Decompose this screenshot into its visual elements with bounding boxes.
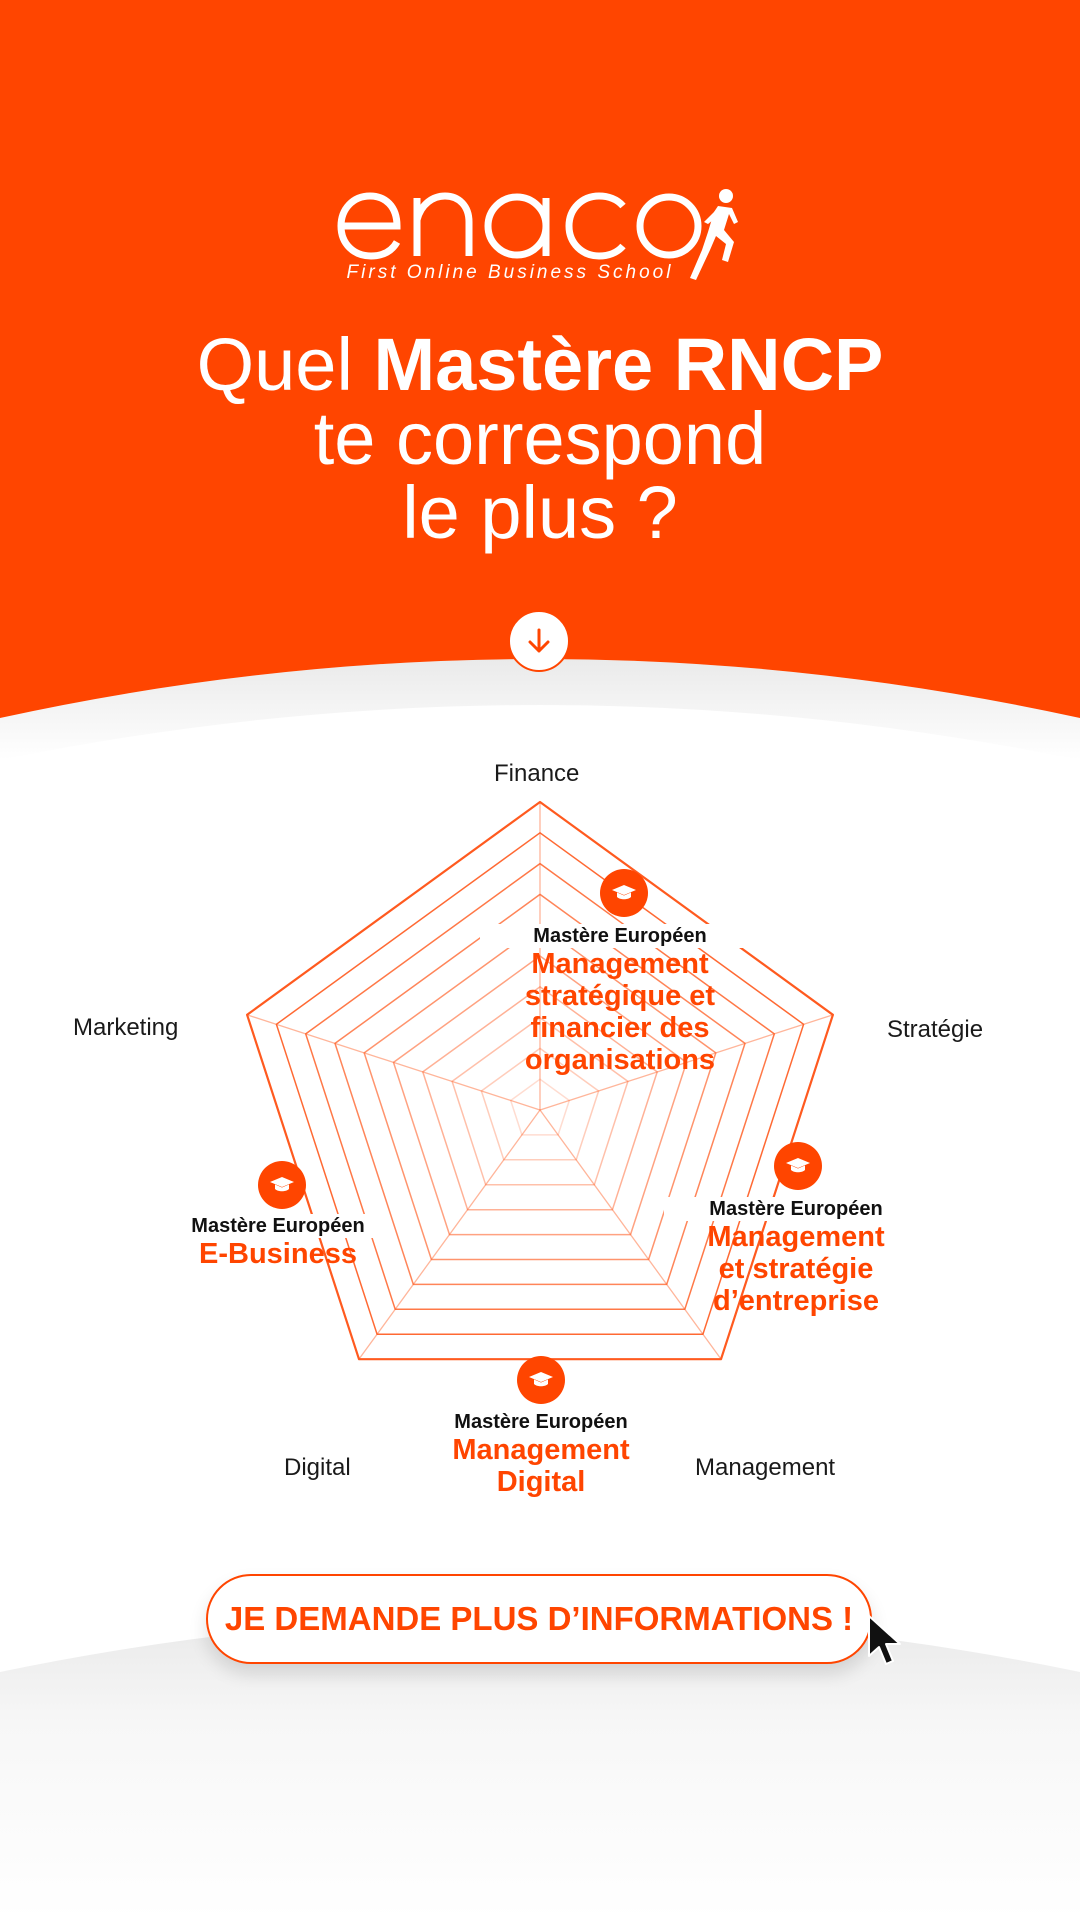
headline-line2: te correspond	[313, 397, 767, 480]
graduation-cap-icon	[517, 1356, 565, 1404]
headline-line1-bold: Mastère RNCP	[373, 323, 884, 406]
program-title-line: financier des	[530, 1012, 710, 1044]
program-title-line: organisations	[524, 1044, 716, 1076]
mouse-pointer-icon	[866, 1614, 906, 1670]
graduation-cap-icon	[258, 1161, 306, 1209]
headline-line1-light: Quel	[196, 323, 374, 406]
program-kicker: Mastère Européen	[480, 924, 760, 948]
program-title-line: E-Business	[199, 1238, 357, 1270]
program-management-strategique-financier[interactable]	[480, 924, 760, 1076]
axis-label-strategie: Stratégie	[887, 1016, 984, 1043]
program-kicker: Mastère Européen	[664, 1197, 928, 1221]
request-info-button[interactable]: JE DEMANDE PLUS D’INFORMATIONS !	[206, 1574, 872, 1664]
axis-label-finance: Finance	[494, 760, 580, 787]
headline-line3: le plus ?	[402, 471, 678, 554]
graduation-cap-icon	[600, 869, 648, 917]
program-title-line: Digital	[496, 1466, 586, 1498]
program-title-line: Management	[707, 1221, 885, 1253]
axis-label-marketing: Marketing	[73, 1014, 179, 1041]
program-title-line: Management	[531, 948, 709, 980]
graduation-cap-icon	[774, 1142, 822, 1190]
axis-label-management: Management	[695, 1454, 836, 1481]
axis-label-digital: Digital	[284, 1454, 351, 1481]
program-title-line: stratégique et	[524, 980, 716, 1012]
program-title-line: d’entreprise	[713, 1285, 879, 1317]
program-title-line: Management	[452, 1434, 630, 1466]
program-kicker: Mastère Européen	[168, 1214, 388, 1238]
program-e-business[interactable]	[168, 1214, 388, 1270]
program-title-line: et stratégie	[718, 1253, 874, 1285]
program-management-digital[interactable]	[420, 1410, 662, 1498]
program-kicker: Mastère Européen	[420, 1410, 662, 1434]
brand-tagline: First Online Business School	[346, 262, 674, 283]
program-management-strategie-entreprise[interactable]	[664, 1197, 928, 1317]
